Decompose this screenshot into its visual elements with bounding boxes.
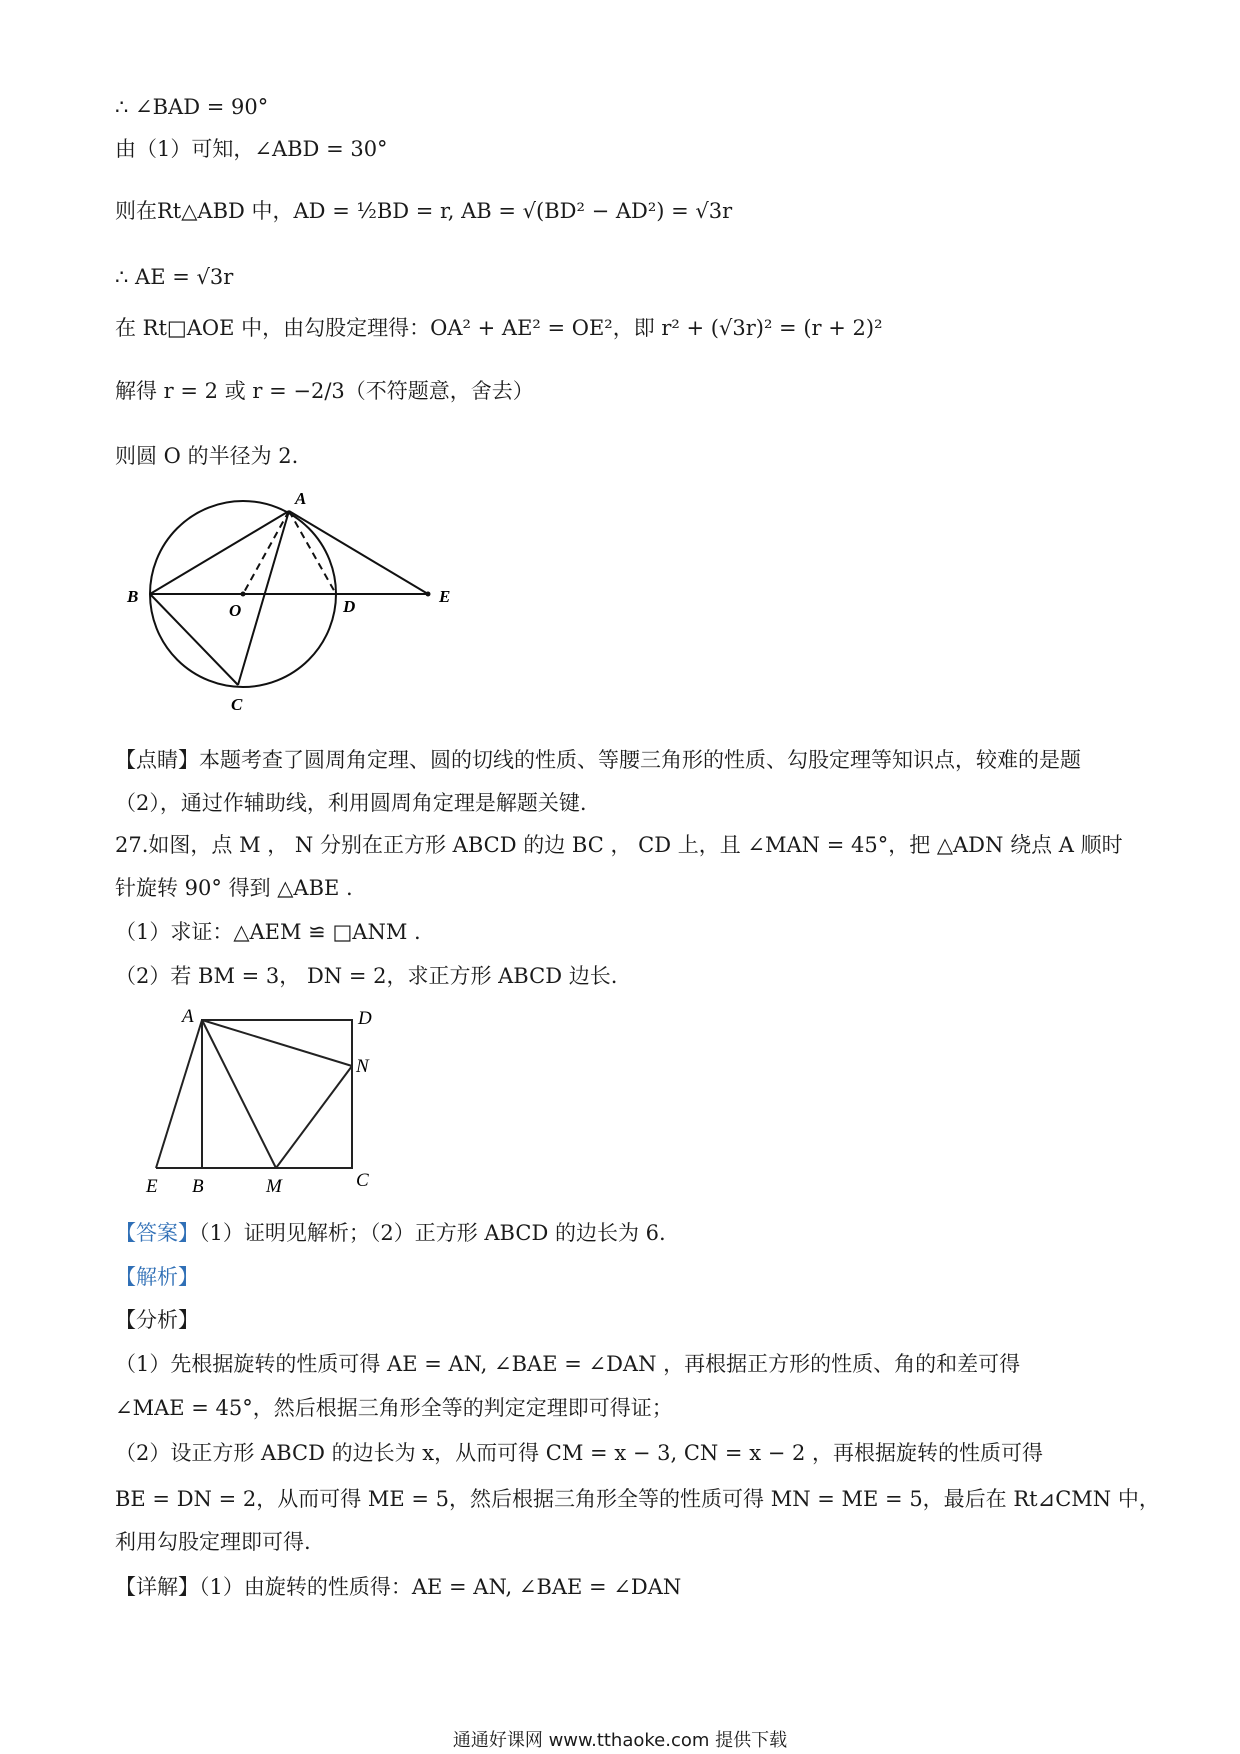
label-n: N <box>356 1056 369 1077</box>
text-line-16: 【分析】 <box>115 1308 199 1332</box>
label-a2: A <box>182 1006 194 1027</box>
circle-figure <box>115 480 465 720</box>
text-line-2: 由（1）可知，∠ABD = 30° <box>115 137 388 161</box>
text-line-11: 针旋转 90° 得到 △ABE . <box>115 876 353 900</box>
text-line-17: （1）先根据旋转的性质可得 AE = AN, ∠BAE = ∠DAN ，再根据正方形的性质、角的和差可得 <box>115 1352 1021 1376</box>
answer-text: （1）证明见解析；（2）正方形 ABCD 的边长为 6. <box>199 1221 666 1245</box>
label-c2: C <box>356 1170 369 1191</box>
label-e: E <box>439 587 451 606</box>
analysis-tag: 【解析】 <box>115 1265 199 1289</box>
label-m: M <box>266 1176 282 1197</box>
label-d: D <box>343 597 356 616</box>
text-line-3: 则在Rt△ABD 中，AD = ½BD = r, AB = √(BD² − AD²) = √3r <box>115 199 733 223</box>
text-line-19: （2）设正方形 ABCD 的边长为 x，从而可得 CM = x − 3, CN = x − 2 ，再根据旋转的性质可得 <box>115 1441 1044 1465</box>
text-line-21: 利用勾股定理即可得. <box>115 1530 311 1554</box>
text-line-9: （2），通过作辅助线，利用圆周角定理是解题关键. <box>115 791 587 815</box>
text-line-1: ∴ ∠BAD = 90° <box>115 95 269 119</box>
square-figure <box>140 1000 400 1200</box>
label-b2: B <box>192 1176 204 1197</box>
page-footer: 通通好课网 www.tthaoke.com 提供下载 <box>452 1730 788 1751</box>
text-line-10: 27.如图，点 M ， N 分别在正方形 ABCD 的边 BC ， CD 上，且 ∠MAN = 45°，把 △ADN 绕点 A 顺时 <box>115 833 1123 857</box>
text-line-22: 【详解】（1）由旋转的性质得：AE = AN, ∠BAE = ∠DAN <box>115 1575 682 1599</box>
label-a: A <box>295 489 307 508</box>
answer-tag: 【答案】 <box>115 1221 199 1245</box>
text-line-12: （1）求证：△AEM ≌ □ANM . <box>115 920 421 944</box>
label-o: O <box>229 601 242 620</box>
text-line-5: 在 Rt□AOE 中，由勾股定理得：OA² + AE² = OE²，即 r² + (√3r)² = (r + 2)² <box>115 316 883 340</box>
text-line-18: ∠MAE = 45°，然后根据三角形全等的判定定理即可得证； <box>115 1396 673 1420</box>
answer-line <box>115 1218 666 1248</box>
label-d2: D <box>358 1008 372 1029</box>
label-c: C <box>231 695 243 714</box>
text-line-8: 【点睛】本题考查了圆周角定理、圆的切线的性质、等腰三角形的性质、勾股定理等知识点，较难的是题 <box>115 748 1081 772</box>
text-line-20: BE = DN = 2，从而可得 ME = 5，然后根据三角形全等的性质可得 MN = ME = 5，最后在 Rt⊿CMN 中， <box>115 1487 1160 1511</box>
text-line-6: 解得 r = 2 或 r = −2/3（不符题意，舍去） <box>115 379 534 403</box>
label-b: B <box>127 587 139 606</box>
text-line-13: （2）若 BM = 3， DN = 2，求正方形 ABCD 边长. <box>115 964 618 988</box>
text-line-4: ∴ AE = √3r <box>115 265 234 289</box>
text-line-7: 则圆 O 的半径为 2. <box>115 444 299 468</box>
label-e2: E <box>146 1176 158 1197</box>
